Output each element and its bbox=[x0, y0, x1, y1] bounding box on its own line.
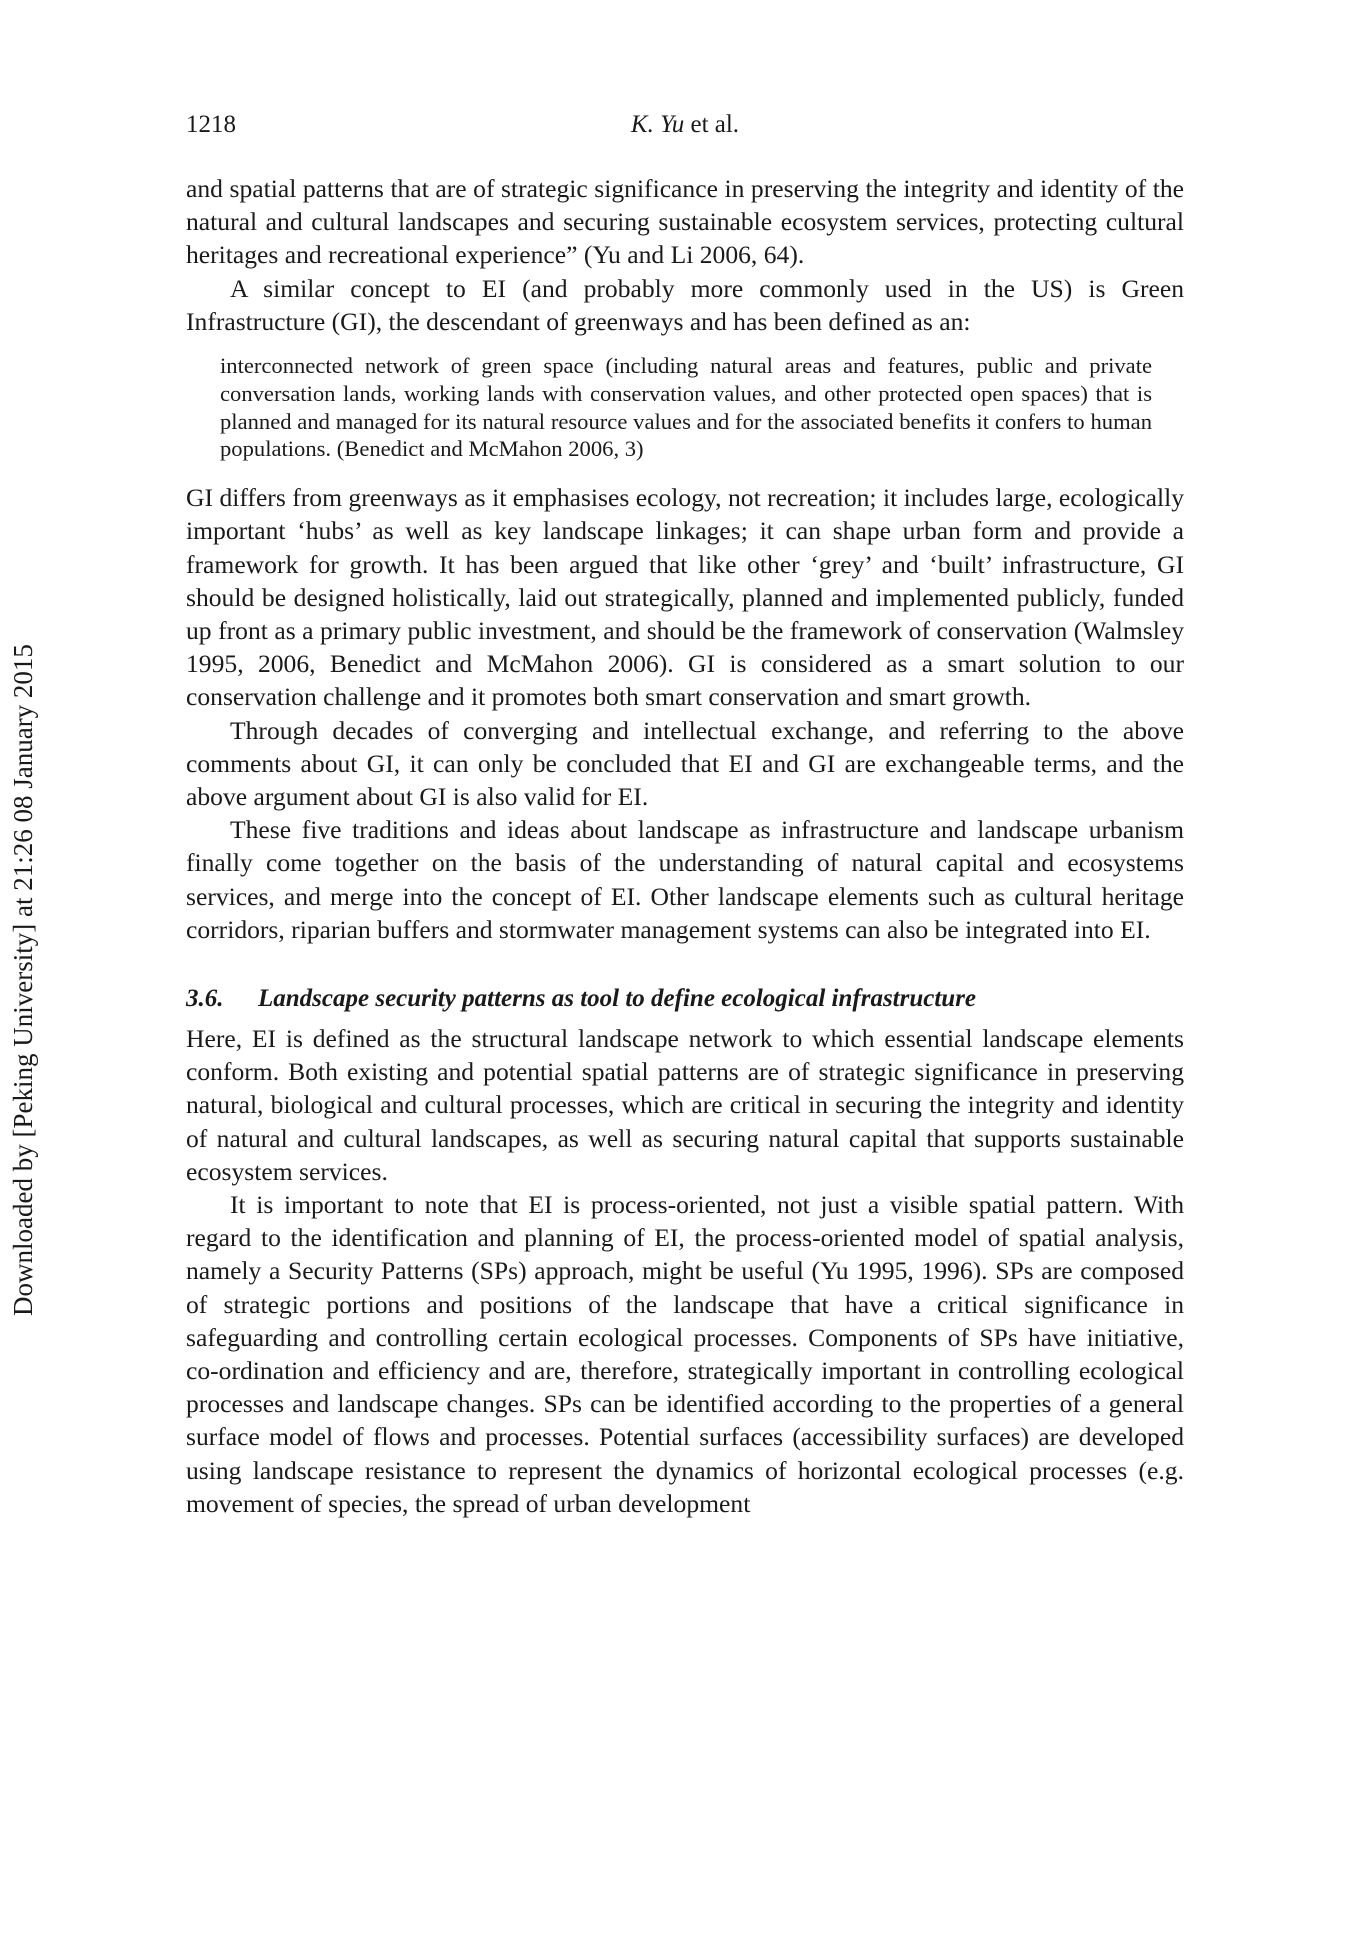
section-number: 3.6. bbox=[186, 985, 224, 1013]
running-title-suffix: et al. bbox=[684, 111, 740, 138]
paragraph-five-traditions: These five traditions and ideas about landscape as infrastructure and landscape urbanism finally come together on the basis of the understanding of natural capital and ecosystems services, and merge into the concept of EI. Other landscape elements such as cultural heritage corridors, riparian buffers and stormwater management systems can also be integrated into EI. bbox=[186, 815, 1184, 944]
main-text bbox=[186, 172, 1184, 1520]
running-head bbox=[186, 108, 1184, 142]
page-number: 1218 bbox=[186, 111, 236, 138]
paragraph-continuation: and spatial patterns that are of strategic significance in preserving the integrity and identity of the natural and cultural landscapes and securing sustainable ecosystem services, protecting cultural heritages and recreational experience” (Yu and Li 2006, 64). bbox=[186, 174, 1184, 270]
paragraph-ei-gi-exchange: Through decades of converging and intellectual exchange, and referring to the above comments about GI, it can only be concluded that EI and GI are exchangeable terms, and the above argument about GI is also valid for EI. bbox=[186, 715, 1184, 812]
running-title-author: K. Yu bbox=[630, 111, 685, 138]
section-heading bbox=[186, 982, 1184, 1016]
paragraph-gi-intro: A similar concept to EI (and probably more commonly used in the US) is Green Infrastructure (GI), the descendant of greenways and has been defined as an: bbox=[186, 273, 1184, 336]
running-title bbox=[186, 108, 1184, 142]
section-title: Landscape security patterns as tool to define ecological infrastructure bbox=[258, 985, 977, 1013]
paragraph-ei-defined: Here, EI is defined as the structural landscape network to which essential landscape elements conform. Both existing and potential spatial patterns are of strategic significance in preserving natural, biological and cultural processes, which are critical in securing the integrity and identity of natural and cultural landscapes, as well as securing natural capital that supports sustainable ecosystem services. bbox=[186, 1024, 1184, 1186]
download-watermark: Downloaded by [Peking University] at 21:26 08 January 2015 bbox=[8, 644, 38, 1316]
block-quote: interconnected network of green space (including natural areas and features, public and private conversation lands, working lands with conservation values, and other protected open spaces) that is planned and managed for its natural resource values and for the associated benefits it confers to human populations. (Benedict and McMahon 2006, 3) bbox=[220, 353, 1152, 462]
paragraph-security-patterns: It is important to note that EI is process-oriented, not just a visible spatial pattern. With regard to the identification and planning of EI, the process-oriented model of spatial analysis, namely a Security Patterns (SPs) approach, might be useful (Yu 1995, 1996). SPs are composed of strategic portions and positions of the landscape that have a critical significance in safeguarding and controlling certain ecological processes. Components of SPs have initiative, co-ordination and efficiency and are, therefore, strategically important in controlling ecological processes and landscape changes. SPs can be identified according to the properties of a general surface model of flows and processes. Potential surfaces (accessibility surfaces) are developed using landscape resistance to represent the dynamics of horizontal ecological processes (e.g. movement of species, the spread of urban development bbox=[186, 1190, 1184, 1518]
paragraph-gi-differs: GI differs from greenways as it emphasises ecology, not recreation; it includes large, ecologically important ‘hubs’ as well as key landscape linkages; it can shape urban form and provide a framework for growth. It has been argued that like other ‘grey’ and ‘built’ infrastructure, GI should be designed holistically, laid out strategically, planned and implemented publicly, funded up front as a primary public investment, and should be the framework of conservation (Walmsley 1995, 2006, Benedict and McMahon 2006). GI is considered as a smart solution to our conservation challenge and it promotes both smart conservation and smart growth. bbox=[186, 483, 1184, 712]
